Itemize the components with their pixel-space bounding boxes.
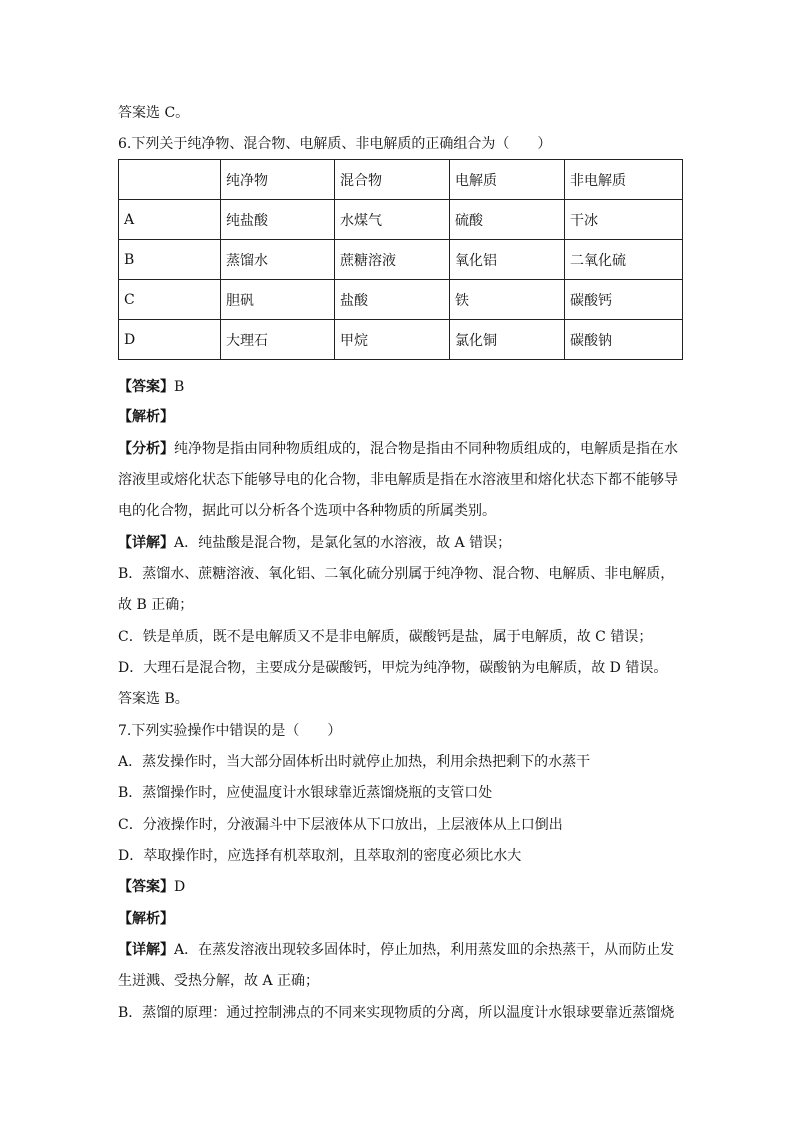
- table-cell: 胆矾: [221, 280, 335, 320]
- table-cell: D: [119, 320, 221, 360]
- table-cell: 碳酸钙: [565, 280, 683, 320]
- text-span: 纯净物是指由同种物质组成的，混合物是指由不同种物质组成的，电解质是指在水: [174, 441, 678, 457]
- table-row: [119, 200, 683, 240]
- analysis-6-line: 电的化合物，据此可以分析各个选项中各种物质的所属类别。: [118, 503, 496, 519]
- analysis-7-heading: [118, 910, 174, 928]
- table-cell: 水煤气: [335, 200, 450, 240]
- answer-line-q5: 答案选 C。: [118, 105, 190, 121]
- table-header-cell: 电解质: [450, 160, 565, 200]
- detail-6-line: [118, 534, 511, 552]
- question-7-stem: 7.下列实验操作中错误的是（ ）: [118, 723, 342, 739]
- table-cell: 铁: [450, 280, 565, 320]
- detail-7-line: B．蒸馏的原理：通过控制沸点的不同来实现物质的分离，所以温度计水银球要靠近蒸馏烧: [118, 1005, 675, 1021]
- table-header-cell: 非电解质: [565, 160, 683, 200]
- table-cell: 氧化铝: [450, 240, 565, 280]
- table-row: [119, 240, 683, 280]
- table-header-cell: [119, 160, 221, 200]
- table-cell: A: [119, 200, 221, 240]
- question-6-stem: 6.下列关于纯净物、混合物、电解质、非电解质的正确组合为（ ）: [118, 136, 552, 152]
- table-cell: 纯盐酸: [221, 200, 335, 240]
- answer-value: D: [174, 879, 186, 895]
- question-7-option-a: A．蒸发操作时，当大部分固体析出时就停止加热，利用余热把剩下的水蒸干: [118, 754, 591, 770]
- table-cell: 硫酸: [450, 200, 565, 240]
- answer-6: [118, 378, 184, 396]
- classification-table: [118, 159, 683, 360]
- question-7-option-c: C．分液操作时，分液漏斗中下层液体从下口放出，上层液体从上口倒出: [118, 817, 563, 833]
- detail-7-line: 生迸溅、受热分解，故 A 正确；: [118, 973, 320, 989]
- analysis-tag: 【解析】: [118, 911, 174, 927]
- table-cell: 碳酸钠: [565, 320, 683, 360]
- table-cell: B: [119, 240, 221, 280]
- detail-6-line: D．大理石是混合物，主要成分是碳酸钙，甲烷为纯净物，碳酸钠为电解质，故 D 错误。: [118, 660, 668, 676]
- text-span: A．纯盐酸是混合物，是氯化氢的水溶液，故 A 错误；: [174, 535, 512, 551]
- question-7-option-b: B．蒸馏操作时，应使温度计水银球靠近蒸馏烧瓶的支管口处: [118, 785, 493, 801]
- answer-line-q6: 答案选 B。: [118, 691, 189, 707]
- table-cell: 蒸馏水: [221, 240, 335, 280]
- table-row: [119, 320, 683, 360]
- detail-7-line: [118, 941, 674, 959]
- answer-tag: 【答案】: [118, 879, 174, 895]
- analysis-6-heading: [118, 408, 174, 426]
- detail-6-line: B．蒸馏水、蔗糖溶液、氧化铝、二氧化硫分别属于纯净物、混合物、电解质、非电解质，: [118, 566, 675, 582]
- table-cell: 干冰: [565, 200, 683, 240]
- table-cell: 氯化铜: [450, 320, 565, 360]
- table-header-row: [119, 160, 683, 200]
- analysis-tag: 【解析】: [118, 409, 174, 425]
- table-cell: 二氧化硫: [565, 240, 683, 280]
- answer-value: B: [174, 379, 185, 395]
- table-cell: 蔗糖溶液: [335, 240, 450, 280]
- table-row: [119, 280, 683, 320]
- detail-6-line: C．铁是单质，既不是电解质又不是非电解质，碳酸钙是盐，属于电解质，故 C 错误；: [118, 629, 653, 645]
- question-7-option-d: D．萃取操作时，应选择有机萃取剂，且萃取剂的密度必须比水大: [118, 848, 522, 864]
- detail-tag: 【详解】: [118, 942, 174, 958]
- analysis-6-line: [118, 440, 678, 458]
- table-cell: C: [119, 280, 221, 320]
- table-cell: 大理石: [221, 320, 335, 360]
- answer-7: [118, 878, 185, 896]
- analysis-6-line: 溶液里或熔化状态下能够导电的化合物，非电解质是指在水溶液里和熔化状态下都不能够导: [118, 472, 678, 488]
- table-cell: 盐酸: [335, 280, 450, 320]
- answer-tag: 【答案】: [118, 379, 174, 395]
- text-span: A．在蒸发溶液出现较多固体时，停止加热，利用蒸发皿的余热蒸干，从而防止发: [174, 942, 675, 958]
- table-header-cell: 混合物: [335, 160, 450, 200]
- detail-6-line: 故 B 正确；: [118, 597, 194, 613]
- table-cell: 甲烷: [335, 320, 450, 360]
- fenxi-tag: 【分析】: [118, 441, 174, 457]
- detail-tag: 【详解】: [118, 535, 174, 551]
- table-header-cell: 纯净物: [221, 160, 335, 200]
